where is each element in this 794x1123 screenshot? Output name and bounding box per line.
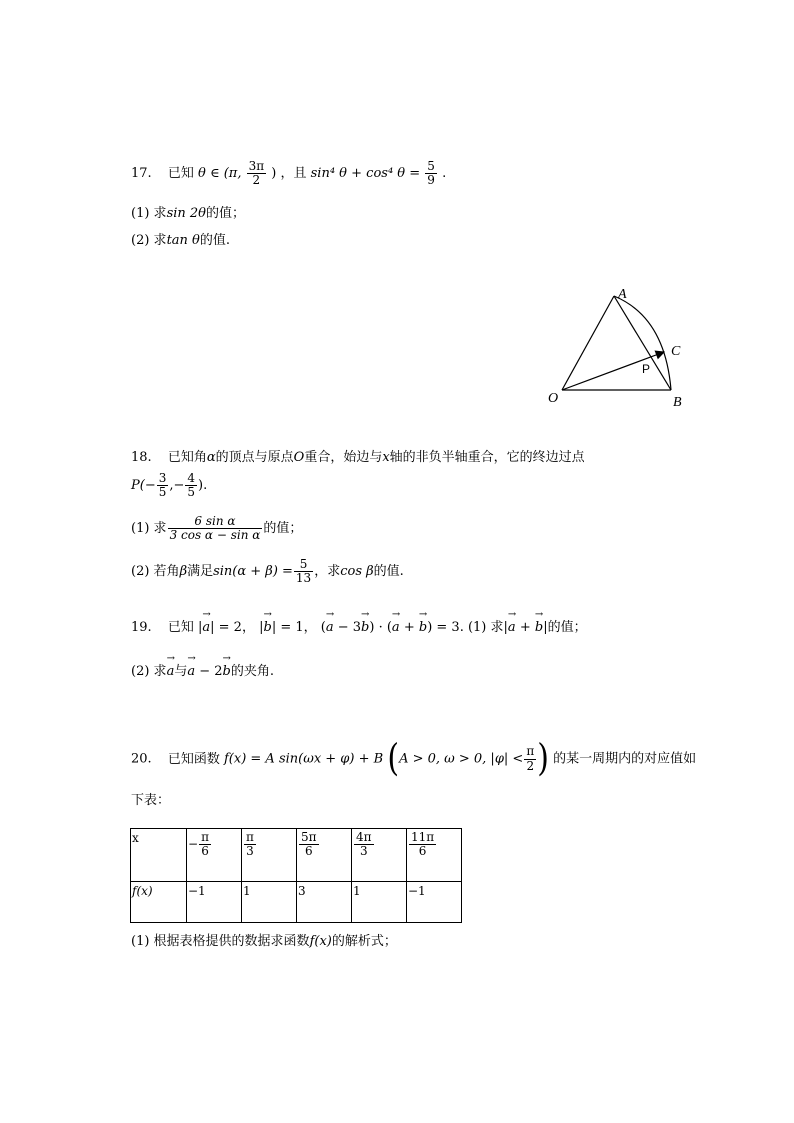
q18-part2: (2) 若角β满足sin(α + β) = $\frac{5}{13}$ ，求cos β的值. [131,557,404,586]
table-cell: 3 [297,882,352,923]
q17-frac1: $\frac{3\pi}{2}$ [248,159,265,188]
table-cell: − $\frac{\pi}{6}$ [187,829,242,882]
q18-point: P(− $\frac{3}{5}$ ,− $\frac{4}{5}$ ). [131,471,208,500]
table-row [131,829,462,882]
label-P: P [642,362,651,376]
q17-part2: (2) 求tan θ的值. [131,233,231,248]
q17-expr: sin⁴ θ + cos⁴ θ = [310,166,421,182]
geometry-figure [540,282,700,412]
table-cell: 1 [352,882,407,923]
label-C: C [671,344,681,359]
table-cell: $\frac{4\pi}{3}$ [352,829,407,882]
table-cell: x [131,829,187,882]
table-row [131,882,462,923]
q17-cond: θ ∈ (π, [197,166,242,182]
q17-stem: 17. 已知 θ ∈ (π, $\frac{3\pi}{2}$ ) ，且 sin⁴ θ + cos⁴ θ = $\frac{5}{9}$ . [131,159,447,188]
table-cell: f(x) [131,882,187,923]
label-B: B [673,395,682,410]
table-cell: $\frac{11\pi}{6}$ [407,829,462,882]
q18-part1: (1) 求 $\frac{\text{6 sin α}}{\text{3 cos α − sin α}}$ 的值； [131,514,303,543]
q20-stem-line2: 下表： [131,793,171,808]
q17-frac2: $\frac{5}{9}$ [427,159,435,188]
table-cell: $\frac{5\pi}{6}$ [297,829,352,882]
q17-part1: (1) 求sin 2θ的值； [131,206,246,221]
segment-OA [562,296,614,390]
q17-intro: 已知 [167,166,194,182]
table-cell: $\frac{\pi}{3}$ [242,829,297,882]
q19-stem: 19. 已知 |→ a| = 2， |→ b| = 1， (→ a − 3→ b) · (→ a + → b) = 3. (1) 求|→ a + → b|的值； [131,616,587,635]
table-cell: −1 [187,882,242,923]
q18-stem: 18. 已知角α的顶点与原点O重合，始边与x轴的非负半轴重合，它的终边过点 [131,450,585,465]
table-cell: 1 [242,882,297,923]
q19-part2: (2) 求→ a与→ a − 2→ b的夹角. [131,660,274,679]
label-O: O [548,391,559,406]
q20-part1: (1) 根据表格提供的数据求函数f(x)的解析式； [131,934,397,949]
label-A: A [618,287,627,302]
q17-number: 17. [131,166,152,182]
q20-stem: 20. 已知函数 f(x) = A sin(ωx + φ) + B (A > 0, ω > 0, |φ| < $\frac{\pi}{2}$ ) 的某一周期内的对应值如 [131,736,697,781]
value-table [130,828,462,923]
table-cell: −1 [407,882,462,923]
